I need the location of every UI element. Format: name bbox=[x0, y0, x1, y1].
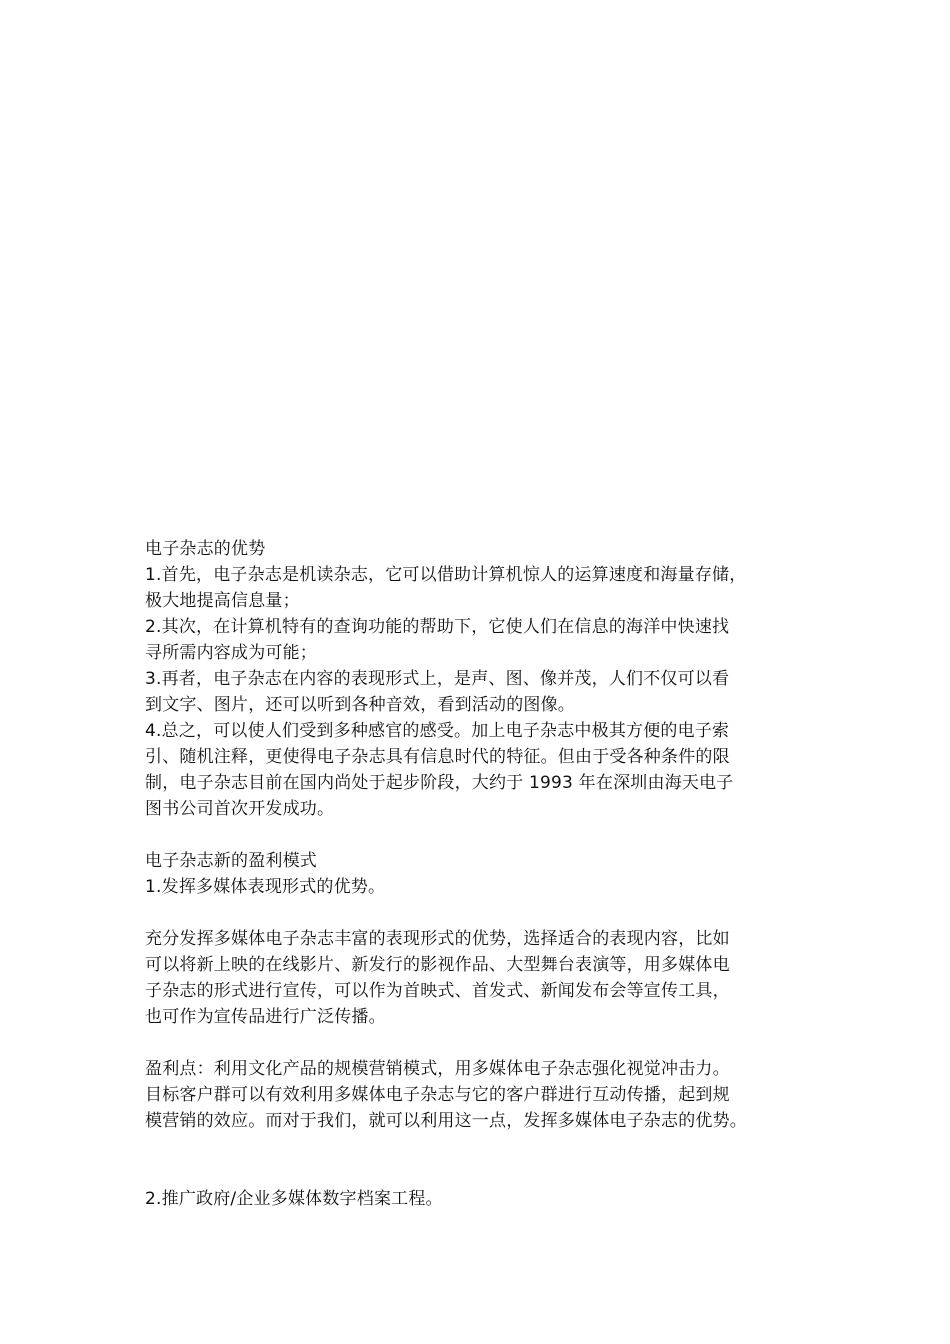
text-line: 也可作为宣传品进行广泛传播。 bbox=[145, 1007, 386, 1027]
text-line: 2.其次，在计算机特有的查询功能的帮助下，它使人们在信息的海洋中快速找 bbox=[145, 617, 730, 637]
document-body bbox=[145, 536, 835, 1212]
section-title: 电子杂志新的盈利模式 bbox=[145, 851, 317, 871]
paragraph-spacer bbox=[145, 900, 835, 926]
text-line: 极大地提高信息量； bbox=[145, 591, 300, 611]
text-line: 子杂志的形式进行宣传，可以作为首映式、首发式、新闻发布会等宣传工具， bbox=[145, 981, 730, 1001]
text-line: 模营销的效应。而对于我们，就可以利用这一点，发挥多媒体电子杂志的优势。 bbox=[145, 1111, 747, 1131]
text-line: 引、随机注释，更使得电子杂志具有信息时代的特征。但由于受各种条件的限 bbox=[145, 747, 730, 767]
text-line: 图书公司首次开发成功。 bbox=[145, 799, 335, 819]
text-line: 4.总之，可以使人们受到多种感官的感受。加上电子杂志中极其方便的电子索 bbox=[145, 721, 730, 741]
text-line: 充分发挥多媒体电子杂志丰富的表现形式的优势，选择适合的表现内容，比如 bbox=[145, 929, 730, 949]
paragraph-spacer bbox=[145, 1134, 835, 1186]
list-item: 1.发挥多媒体表现形式的优势。 bbox=[145, 877, 386, 897]
paragraph-spacer bbox=[145, 822, 835, 848]
list-item: 2.推广政府/企业多媒体数字档案工程。 bbox=[145, 1189, 443, 1209]
text-line: 制，电子杂志目前在国内尚处于起步阶段，大约于 1993 年在深圳由海天电子 bbox=[145, 773, 734, 793]
text-line: 3.再者，电子杂志在内容的表现形式上，是声、图、像并茂，人们不仅可以看 bbox=[145, 669, 730, 689]
text-line: 到文字、图片，还可以听到各种音效，看到活动的图像。 bbox=[145, 695, 575, 715]
text-line: 可以将新上映的在线影片、新发行的影视作品、大型舞台表演等，用多媒体电 bbox=[145, 955, 730, 975]
text-line: 目标客户群可以有效利用多媒体电子杂志与它的客户群进行互动传播，起到规 bbox=[145, 1085, 730, 1105]
text-line: 盈利点：利用文化产品的规模营销模式，用多媒体电子杂志强化视觉冲击力。 bbox=[145, 1059, 730, 1079]
section-title: 电子杂志的优势 bbox=[145, 539, 266, 559]
text-line: 1.首先，电子杂志是机读杂志，它可以借助计算机惊人的运算速度和海量存储， bbox=[145, 565, 747, 585]
text-line: 寻所需内容成为可能； bbox=[145, 643, 317, 663]
paragraph-spacer bbox=[145, 1030, 835, 1056]
